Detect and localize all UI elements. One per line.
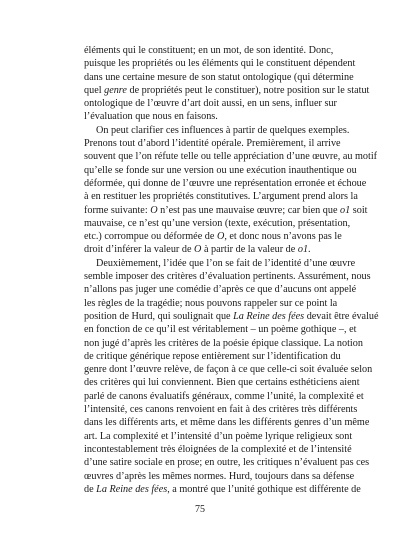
text-line: non jugé d’après les critères de la poésie épique classique. La notion	[84, 337, 363, 349]
text-line: forme suivante: O n’est pas une mauvaise œuvre; car bien que o1 soit	[84, 204, 368, 216]
text-line: incontestablement très éloignées de la complexité et de l’intensité	[84, 443, 352, 455]
text-line: d’une satire sociale en prose; en outre, les critiques n’évaluent pas ces	[84, 457, 370, 469]
text-line: Deuxièmement, l’idée que l’on se fait de l’identité d’une œuvre	[96, 257, 356, 269]
text-line: droit d’inférer la valeur de O à partir de la valeur de o1.	[84, 244, 311, 256]
text-line: quel genre de propriétés peut le constituer), notre position sur le statut	[84, 84, 370, 96]
text-line: genre dont l’œuvre relève, de façon à ce que celle-ci soit évaluée selon	[84, 364, 373, 376]
text-line: n’allons pas juger une comédie d’après ce que d’aucuns ont appelé	[84, 284, 357, 296]
text-line: les règles de la tragédie; nous pouvons rappeler sur ce point la	[84, 297, 338, 309]
text-line: déformée, qui donne de l’œuvre une représentation erronée et échoue	[84, 177, 367, 189]
text-line: Prenons tout d’abord l’identité opérale. Premièrement, il arrive	[84, 138, 341, 150]
text-line: dans une certaine mesure de son statut ontologique (qui détermine	[84, 71, 354, 83]
text-line: position de Hurd, qui soulignait que La Reine des fées devait être évalué	[84, 310, 379, 322]
text-line: etc.) corrompue ou déformée de O, et donc nous n’avons pas le	[84, 231, 342, 243]
text-line: parlé de canons évaluatifs généraux, comme l’unité, la complexité et	[84, 390, 364, 402]
text-line: éléments qui le constituent; en un mot, de son identité. Donc,	[84, 45, 334, 56]
body-text	[84, 44, 379, 496]
text-line: des critères qui lui conviennent. Bien que certains esthéticiens aient	[84, 377, 360, 389]
text-line: en fonction de ce qu’il est véritablement – un poème gothique –, et	[84, 324, 357, 336]
text-line: On peut clarifier ces influences à partir de quelques exemples.	[96, 124, 350, 136]
text-line: art. La complexité et l’intensité d’un poème lyrique religieux sont	[84, 430, 353, 442]
text-line: l’évaluation que nous en faisons.	[84, 111, 218, 123]
text-line: puisque les propriétés ou les éléments qui le constituent dépendent	[84, 58, 356, 70]
text-line: semble imposer des critères d’évaluation pertinents. Assurément, nous	[84, 271, 371, 283]
text-line: l’intensité, ces canons renvoient en fait à des critères très différents	[84, 404, 358, 416]
text-line: de La Reine des fées, a montré que l’unité gothique est différente de	[84, 483, 361, 495]
text-line: de critique générique repose entièrement sur l’identification du	[84, 350, 341, 362]
text-line: souvent que l’on réfute telle ou telle appréciation d’une œuvre, au motif	[84, 151, 378, 163]
text-line: qu’elle se fonde sur une version ou une exécution inauthentique ou	[84, 164, 357, 176]
text-line: à en restituer les propriétés constitutives. L’argument prend alors la	[84, 191, 358, 203]
text-line: mauvaise, ce n’est qu’une version (texte, exécution, présentation,	[84, 217, 351, 229]
text-line: dans les différents arts, et même dans les différents genres d’un même	[84, 417, 370, 429]
text-line: ontologique de l’œuvre d’art doit aussi, en un sens, influer sur	[84, 98, 337, 110]
text-line: œuvres d’après les mêmes normes. Hurd, toujours dans sa défense	[84, 470, 355, 482]
page-number: 75	[195, 504, 205, 515]
